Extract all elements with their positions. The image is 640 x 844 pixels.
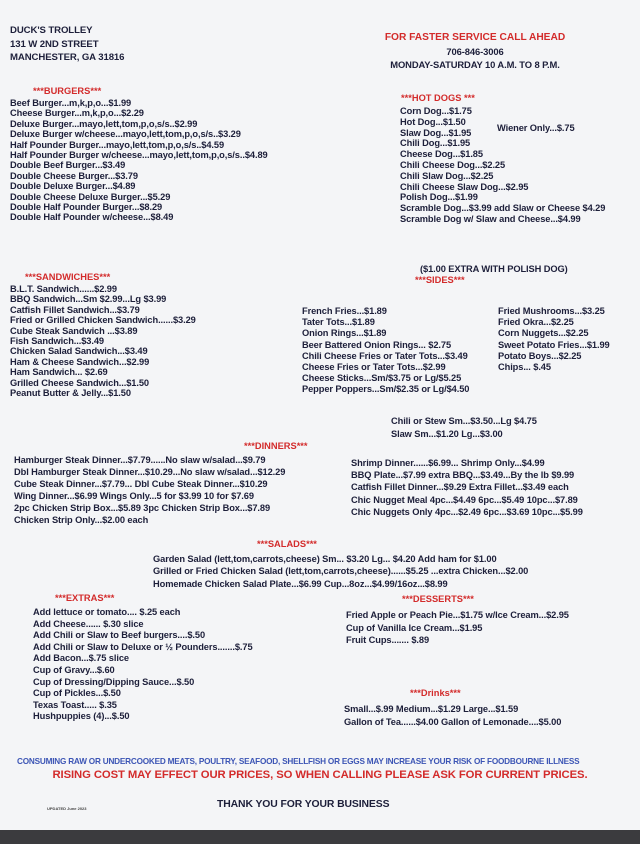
business-hours: MONDAY-SATURDAY 10 A.M. TO 8 P.M. xyxy=(390,59,560,70)
side-item: Fried Mushrooms...$3.25 xyxy=(498,306,605,316)
dinners-left xyxy=(14,454,285,526)
drink-item: Gallon of Tea......$4.00 Gallon of Lemonade....$5.00 xyxy=(344,717,562,727)
sides-col2 xyxy=(498,306,610,373)
extras-title: ***EXTRAS*** xyxy=(55,593,115,603)
hotdog-item: Hot Dog...$1.50 xyxy=(400,116,466,127)
updated-stamp: UPDATED June 2023 xyxy=(47,806,87,811)
side-item: Pepper Poppers...Sm/$2.35 or Lg/$4.50 xyxy=(302,384,470,395)
polish-note: ($1.00 EXTRA WITH POLISH DOG) xyxy=(420,264,568,274)
dinners-title: ***DINNERS*** xyxy=(244,441,308,451)
burgers-title: ***BURGERS*** xyxy=(33,86,102,96)
side-item: Cheese Fries or Tater Tots...$2.99 xyxy=(302,362,446,373)
sides-title: ***SIDES*** xyxy=(415,275,465,285)
sandwich-item: Chicken Salad Sandwich...$3.49 xyxy=(10,346,148,357)
burger-item: Beef Burger...m,k,p,o...$1.99 xyxy=(10,98,132,108)
side-item: Fried Okra...$2.25 xyxy=(498,317,574,328)
sandwich-item: Fried or Grilled Chicken Sandwich......$3.29 xyxy=(10,315,196,326)
sandwich-item: Grilled Cheese Sandwich...$1.50 xyxy=(10,377,149,388)
dinner-item: Hamburger Steak Dinner...$7.79......No slaw w/salad...$9.79 xyxy=(14,455,266,465)
dessert-item: Fried Apple or Peach Pie...$1.75 w/Ice Cream...$2.95 xyxy=(346,610,569,620)
business-street: 131 W 2ND STREET xyxy=(10,38,99,50)
burger-item: Double Cheese Deluxe Burger...$5.29 xyxy=(10,191,171,202)
hotdogs-title: ***HOT DOGS *** xyxy=(401,93,475,103)
dinner-item: Wing Dinner...$6.99 Wings Only...5 for $3.99 10 for $7.69 xyxy=(14,491,254,501)
extra-item: Add Chili or Slaw to Beef burgers....$.50 xyxy=(33,630,206,641)
hotdog-item: Corn Dog...$1.75 xyxy=(400,106,472,116)
desserts-list xyxy=(346,609,569,647)
side-item: French Fries...$1.89 xyxy=(302,306,387,316)
call-ahead-block xyxy=(380,31,570,71)
extras-list xyxy=(33,607,253,723)
side-item: Chips... $.45 xyxy=(498,362,551,373)
slaw-sizes: Slaw Sm...$1.20 Lg...$3.00 xyxy=(391,429,503,439)
food-warning: CONSUMING RAW OR UNDERCOOKED MEATS, POULTRY, SEAFOOD, SHELLFISH OR EGGS MAY INCREASE YOUR RISK OF FOODBOURNE ILLNESS xyxy=(17,757,580,766)
hotdog-item: Cheese Dog...$1.85 xyxy=(400,149,483,160)
dinner-item: Cube Steak Dinner...$7.79... Dbl Cube Steak Dinner...$10.29 xyxy=(14,479,268,489)
sandwich-item: B.L.T. Sandwich......$2.99 xyxy=(10,284,117,294)
dinner-item: Catfish Fillet Dinner...$9.29 Extra Fillet...$3.49 each xyxy=(351,482,569,493)
dinner-item: Shrimp Dinner......$6.99... Shrimp Only...$4.99 xyxy=(351,458,545,468)
sandwiches-title: ***SANDWICHES*** xyxy=(25,272,111,282)
side-item: Potato Boys...$2.25 xyxy=(498,350,582,361)
extra-item: Add Chili or Slaw to Deluxe or ½ Pounders.......$.75 xyxy=(33,641,253,652)
burger-item: Double Half Pounder Burger...$8.29 xyxy=(10,202,163,213)
side-item: Tater Tots...$1.89 xyxy=(302,317,375,328)
hotdog-item: Polish Dog...$1.99 xyxy=(400,192,478,203)
wiener-only: Wiener Only...$.75 xyxy=(497,123,575,133)
salad-item: Garden Salad (lett,tom,carrots,cheese) Sm... $3.20 Lg... $4.20 Add ham for $1.00 xyxy=(153,554,497,564)
extra-item: Add lettuce or tomato.... $.25 each xyxy=(33,607,181,617)
drinks-list xyxy=(344,703,561,729)
hotdog-item: Slaw Dog...$1.95 xyxy=(400,127,472,138)
dinner-item: Chic Nugget Meal 4pc...$4.49 6pc...$5.49 10pc...$7.89 xyxy=(351,494,578,505)
drink-item: Small...$.99 Medium...$1.29 Large...$1.59 xyxy=(344,704,519,714)
dinner-item: BBQ Plate...$7.99 extra BBQ...$3.49...By the lb $9.99 xyxy=(351,470,575,481)
drinks-title: ***Drinks*** xyxy=(410,688,461,698)
business-info xyxy=(10,24,124,65)
sides-col1 xyxy=(302,306,469,396)
burger-item: Half Pounder Burger...mayo,lett,tom,p,o,s/s..$4.59 xyxy=(10,139,225,150)
sandwich-item: Ham Sandwich... $2.69 xyxy=(10,367,108,378)
burger-item: Double Beef Burger...$3.49 xyxy=(10,160,126,171)
extra-item: Cup of Pickles...$.50 xyxy=(33,688,121,699)
sandwich-item: BBQ Sandwich...Sm $2.99...Lg $3.99 xyxy=(10,294,167,305)
extra-item: Hushpuppies (4)...$.50 xyxy=(33,711,130,722)
side-item: Onion Rings...$1.89 xyxy=(302,328,387,339)
extra-item: Add Bacon...$.75 slice xyxy=(33,653,129,664)
rising-cost-note: RISING COST MAY EFFECT OUR PRICES, SO WHEN CALLING PLEASE ASK FOR CURRENT PRICES. xyxy=(52,769,588,781)
chili-stew: Chili or Stew Sm...$3.50...Lg $4.75 xyxy=(391,416,537,426)
dessert-item: Fruit Cups....... $.89 xyxy=(346,635,430,646)
phone-number: 706-846-3006 xyxy=(446,46,504,57)
sandwiches-list xyxy=(10,284,196,398)
salad-item: Homemade Chicken Salad Plate...$6.99 Cup...8oz...$4.99/16oz...$8.99 xyxy=(153,578,448,589)
dinner-item: Dbl Hamburger Steak Dinner...$10.29...No slaw w/salad...$12.29 xyxy=(14,467,286,477)
thank-you: THANK YOU FOR YOUR BUSINESS xyxy=(217,799,390,810)
salads-list xyxy=(153,553,528,590)
hotdog-item: Scramble Dog...$3.99 add Slaw or Cheese $4.29 xyxy=(400,203,606,214)
burger-item: Double Deluxe Burger...$4.89 xyxy=(10,181,136,192)
extra-item: Cup of Gravy...$.60 xyxy=(33,664,115,675)
side-item: Cheese Sticks...Sm/$3.75 or Lg/$5.25 xyxy=(302,373,462,384)
dinner-item: Chicken Strip Only...$2.00 each xyxy=(14,515,149,525)
hotdog-item: Scramble Dog w/ Slaw and Cheese...$4.99 xyxy=(400,213,581,224)
burger-item: Cheese Burger...m,k,p,o...$2.29 xyxy=(10,108,144,119)
side-item: Sweet Potato Fries...$1.99 xyxy=(498,339,610,350)
sandwich-item: Peanut Butter & Jelly...$1.50 xyxy=(10,388,131,399)
dinner-item: Chic Nuggets Only 4pc...$2.49 6pc...$3.69 10pc...$5.99 xyxy=(351,506,583,517)
business-name: DUCK'S TROLLEY xyxy=(10,25,93,36)
dinners-right xyxy=(351,457,583,518)
business-city: MANCHESTER, GA 31816 xyxy=(10,52,125,64)
sandwich-item: Catfish Fillet Sandwich...$3.79 xyxy=(10,304,140,315)
burger-item: Double Half Pounder w/cheese...$8.49 xyxy=(10,212,174,223)
side-item: Chili Cheese Fries or Tater Tots...$3.49 xyxy=(302,350,468,361)
dessert-item: Cup of Vanilla Ice Cream...$1.95 xyxy=(346,622,483,633)
hotdog-item: Chili Dog...$1.95 xyxy=(400,138,471,149)
side-item: Beer Battered Onion Rings... $2.75 xyxy=(302,339,452,350)
bottom-bar xyxy=(0,830,640,844)
sandwich-item: Fish Sandwich...$3.49 xyxy=(10,336,105,347)
burger-item: Half Pounder Burger w/cheese...mayo,lett,tom,p,o,s/s..$4.89 xyxy=(10,150,268,161)
burger-item: Deluxe Burger...mayo,lett,tom,p,o,s/s..$2.99 xyxy=(10,118,198,129)
hotdog-item: Chili Cheese Slaw Dog...$2.95 xyxy=(400,181,529,192)
call-ahead-line: FOR FASTER SERVICE CALL AHEAD xyxy=(384,32,566,43)
burger-item: Double Cheese Burger...$3.79 xyxy=(10,170,138,181)
dinner-item: 2pc Chicken Strip Box...$5.89 3pc Chicken Strip Box...$7.89 xyxy=(14,503,271,513)
extra-item: Add Cheese...... $.30 slice xyxy=(33,618,144,629)
hotdog-item: Chili Cheese Dog...$2.25 xyxy=(400,159,506,170)
burger-item: Deluxe Burger w/cheese...mayo,lett,tom,p,o,s/s..$3.29 xyxy=(10,129,241,140)
salads-title: ***SALADS*** xyxy=(257,539,317,549)
hotdog-item: Chili Slaw Dog...$2.25 xyxy=(400,170,494,181)
salad-item: Grilled or Fried Chicken Salad (lett,tom,carrots,cheese)......$5.25 ...extra Chicken...$2.00 xyxy=(153,566,529,577)
extra-item: Texas Toast..... $.35 xyxy=(33,699,117,710)
extra-item: Cup of Dressing/Dipping Sauce...$.50 xyxy=(33,676,195,687)
burgers-list xyxy=(10,98,268,223)
side-item: Corn Nuggets...$2.25 xyxy=(498,328,589,339)
sandwich-item: Ham & Cheese Sandwich...$2.99 xyxy=(10,356,150,367)
desserts-title: ***DESSERTS*** xyxy=(402,594,474,604)
sandwich-item: Cube Steak Sandwich ...$3.89 xyxy=(10,325,138,336)
